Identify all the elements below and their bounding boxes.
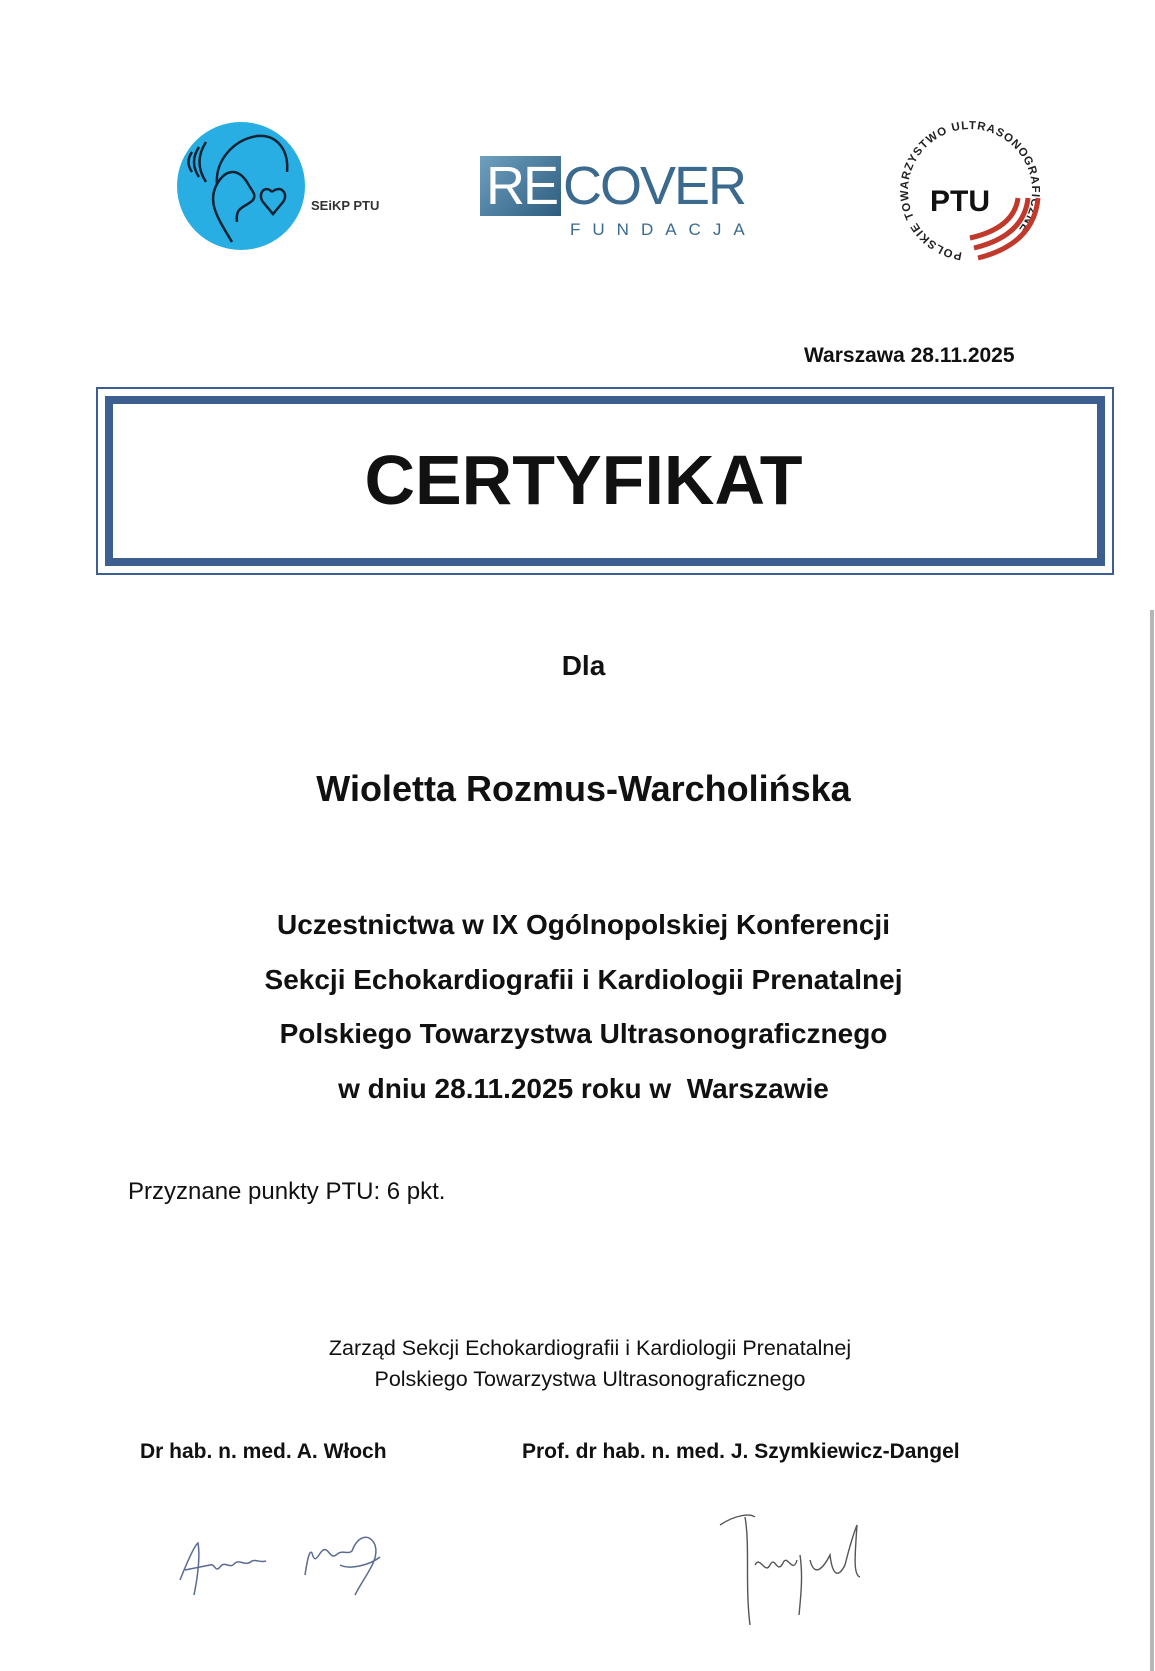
- description: [0, 898, 1155, 1116]
- signatory-1-name: Dr hab. n. med. A. Włoch: [140, 1440, 387, 1463]
- description-line: w dniu 28.11.2025 roku w Warszawie: [338, 1072, 829, 1104]
- date-line: Warszawa 28.11.2025: [804, 344, 1015, 367]
- board-label: [0, 1333, 1155, 1395]
- description-line: Uczestnictwa w IX Ogólnopolskiej Konferencji: [276, 909, 890, 940]
- ptu-logo: [890, 118, 1050, 268]
- certificate-title: CERTYFIKAT: [364, 441, 803, 519]
- description-line: Polskiego Towarzystwa Ultrasonograficznego: [279, 1018, 888, 1049]
- for-label: Dla: [561, 650, 606, 681]
- signature-2: [715, 1505, 915, 1630]
- seikp-circle-icon: [177, 122, 305, 250]
- signatory-2-name: Prof. dr hab. n. med. J. Szymkiewicz-Dangel: [522, 1440, 960, 1463]
- recover-wordmark: [480, 156, 745, 216]
- board-line: Polskiego Towarzystwa Ultrasonograficznego: [374, 1367, 806, 1391]
- recover-cover: COVER: [563, 156, 746, 216]
- svg-text:POLSKIE TOWARZYSTWO ULTRASONOG: POLSKIE TOWARZYSTWO ULTRASONOGRAFICZNE: [898, 119, 1042, 262]
- board-line: Zarząd Sekcji Echokardiografii i Kardiologii Prenatalnej: [328, 1336, 852, 1360]
- recipient-name: Wioletta Rozmus-Warcholińska: [316, 768, 851, 809]
- awarded-points: Przyznane punkty PTU: 6 pkt.: [128, 1178, 446, 1205]
- seikp-logo: [175, 122, 385, 252]
- recover-re: RE: [480, 156, 561, 216]
- signature-1: [170, 1515, 410, 1605]
- svg-text:PTU: PTU: [930, 185, 990, 218]
- seikp-label: SEiKP PTU: [311, 198, 380, 213]
- recover-fundacja: FUNDACJA: [570, 220, 757, 239]
- recover-logo: [480, 156, 770, 246]
- description-line: Sekcji Echokardiografii i Kardiologii Prenatalnej: [264, 963, 903, 995]
